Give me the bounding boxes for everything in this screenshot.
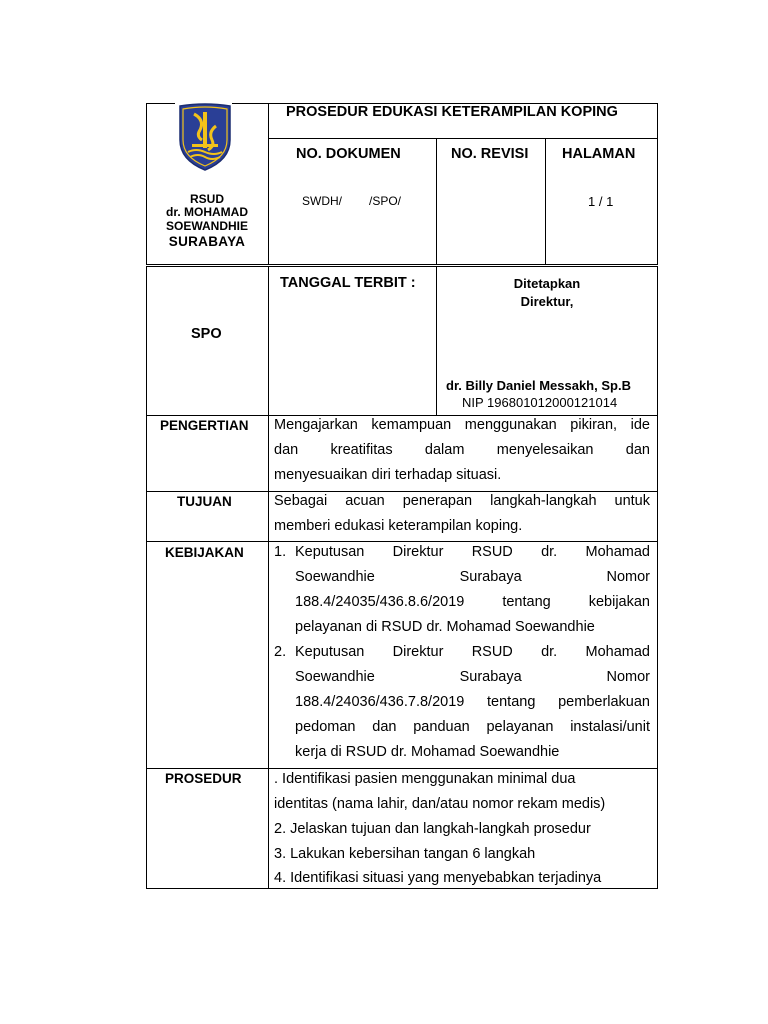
- approval-line2: Direktur,: [520, 294, 574, 309]
- list-number: 2.: [274, 644, 287, 660]
- text-line: Mengajarkan kemampuan menggunakan pikiran, ide: [274, 417, 650, 433]
- spo-label: SPO: [191, 326, 222, 342]
- director-nip: NIP 196801012000121014: [462, 395, 618, 410]
- document-title: PROSEDUR EDUKASI KETERAMPILAN KOPING: [286, 104, 618, 120]
- list-item-line: 188.4/24036/436.7.8/2019 tentang pemberlakuan: [295, 694, 650, 710]
- list-item-line: pedoman dan panduan pelayanan instalasi/unit: [295, 719, 650, 735]
- tujuan-label: TUJUAN: [177, 494, 232, 509]
- page-label: HALAMAN: [562, 146, 636, 162]
- text-line: Sebagai acuan penerapan langkah-langkah untuk: [274, 493, 650, 509]
- doc-number-label: NO. DOKUMEN: [296, 146, 401, 162]
- text-line: memberi edukasi keterampilan koping.: [274, 518, 523, 534]
- approval-line1: Ditetapkan: [513, 276, 581, 291]
- doc-number-value-b: /SPO/: [369, 194, 402, 208]
- prosedur-label: PROSEDUR: [165, 771, 242, 786]
- list-item-line: Keputusan Direktur RSUD dr. Mohamad: [295, 544, 650, 560]
- list-item-line: pelayanan di RSUD dr. Mohamad Soewandhie: [295, 619, 595, 635]
- kebijakan-label: KEBIJAKAN: [165, 545, 244, 560]
- doc-number-value-a: SWDH/: [302, 194, 342, 208]
- list-item-line: identitas (nama lahir, dan/atau nomor rekam medis): [274, 796, 606, 812]
- list-item-line: Keputusan Direktur RSUD dr. Mohamad: [295, 644, 650, 660]
- list-item-line: 3. Lakukan kebersihan tangan 6 langkah: [274, 846, 536, 862]
- list-item-line: . Identifikasi pasien menggunakan minimal dua: [274, 771, 576, 787]
- director-name: dr. Billy Daniel Messakh, Sp.B: [446, 378, 631, 393]
- hospital-name-line4: SURABAYA: [168, 234, 246, 249]
- text-line: dan kreatifitas dalam menyelesaikan dan: [274, 442, 650, 458]
- list-item-line: Soewandhie Surabaya Nomor: [295, 669, 650, 685]
- list-item-line: 2. Jelaskan tujuan dan langkah-langkah prosedur: [274, 821, 591, 837]
- issue-date-label: TANGGAL TERBIT :: [280, 275, 416, 291]
- page-value: 1 / 1: [588, 194, 614, 209]
- hospital-name-line2: dr. MOHAMAD: [166, 205, 248, 219]
- hospital-name-line3: SOEWANDHIE: [165, 219, 248, 233]
- hospital-name-line1: RSUD: [189, 192, 224, 206]
- list-item-line: 4. Identifikasi situasi yang menyebabkan terjadinya: [274, 870, 602, 886]
- list-item-line: Soewandhie Surabaya Nomor: [295, 569, 650, 585]
- revision-label: NO. REVISI: [451, 146, 529, 162]
- text-line: menyesuaikan diri terhadap situasi.: [274, 467, 502, 483]
- list-number: 1.: [274, 544, 287, 560]
- pengertian-label: PENGERTIAN: [160, 418, 249, 433]
- list-item-line: kerja di RSUD dr. Mohamad Soewandhie: [295, 744, 560, 760]
- list-item-line: 188.4/24035/436.8.6/2019 tentang kebijakan: [295, 594, 650, 610]
- surabaya-crest-icon: [172, 100, 238, 172]
